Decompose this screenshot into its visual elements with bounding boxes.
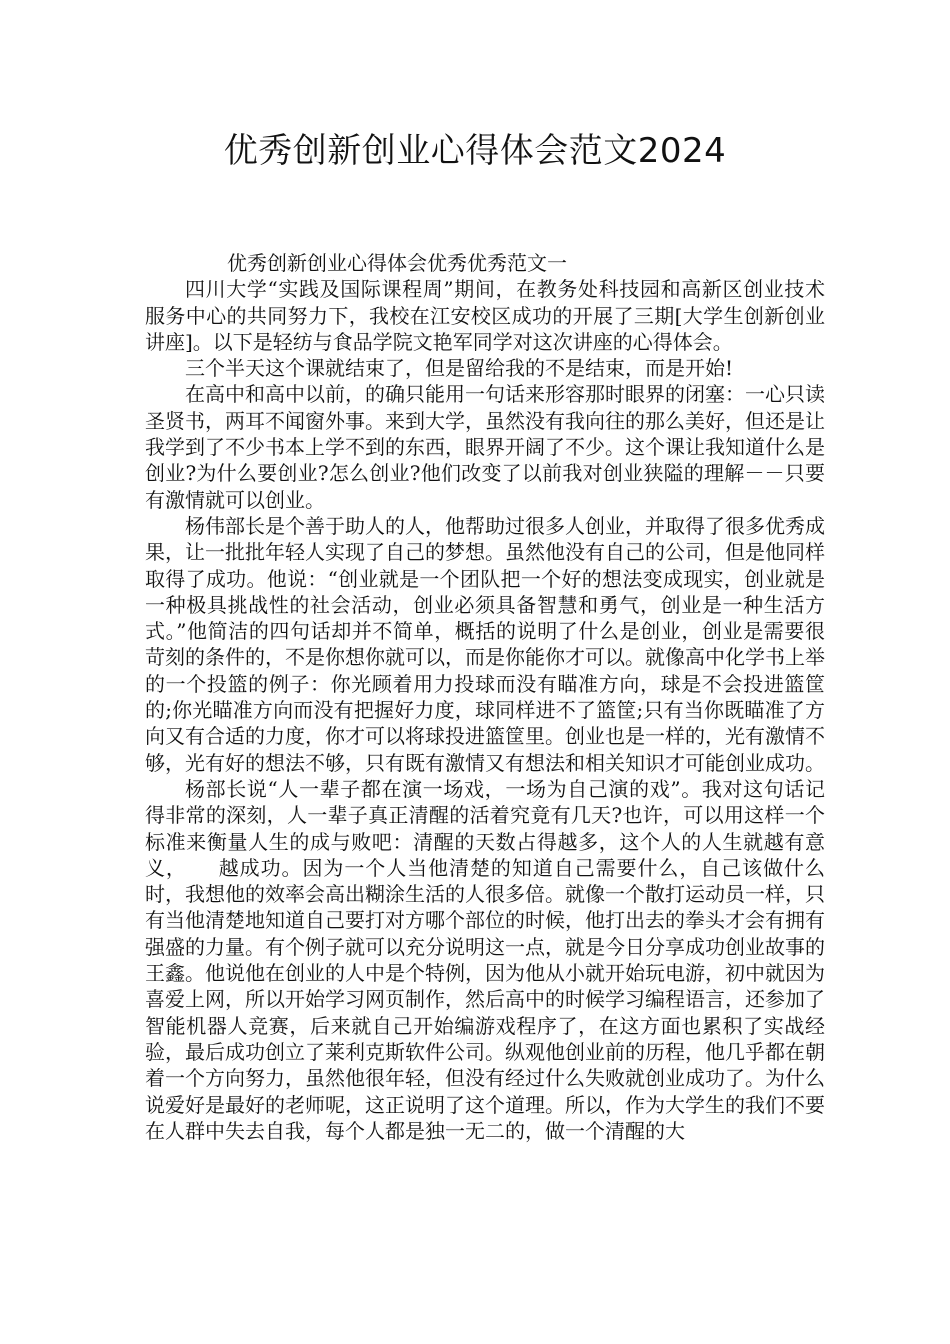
section-subtitle: 优秀创新创业心得体会优秀优秀范文一 bbox=[227, 251, 567, 275]
paragraph-intro: 四川大学“实践及国际课程周”期间，在教务处科技园和高新区创业技术服务中心的共同努力下，我校在江安校区成功的开展了三期[大学生创新创业讲座]。以下是轻纺与食品学院文艳军同学对这次讲座的心得体会。 bbox=[145, 277, 825, 354]
document-body bbox=[145, 250, 825, 1144]
document-title: 优秀创新创业心得体会范文2024 bbox=[223, 131, 727, 171]
paragraph-life-drama: 杨部长说“人一辈子都在演一场戏，一场为自己演的戏”。我对这句话记得非常的深刻，人一辈子真正清醒的活着究竟有几天?也许，可以用这样一个标准来衡量人生的成与败吧：清醒的天数占得越多，这个人的人生就越有意义， 越成功。因为一个人当他清楚的知道自己需要什么，自己该做什么时，我想他的效率会高出糊涂生活的人很多倍。就像一个散打运动员一样，只有当他清楚地知道自己要打对方哪个部位的时候，他打出去的拳头才会有拥有强盛的力量。有个例子就可以充分说明这一点，就是今日分享成功创业故事的王鑫。他说他在创业的人中是个特例，因为他从小就开始玩电游，初中就因为喜爱上网，所以开始学习网页制作，然后高中的时候学习编程语言，还参加了智能机器人竞赛，后来就自己开始编游戏程序了，在这方面也累积了实战经验，最后成功创立了莱利克斯软件公司。纵观他创业前的历程，他几乎都在朝着一个方向努力，虽然他很年轻，但没有经过什么失败就创业成功了。为什么说爱好是最好的老师呢，这正说明了这个道理。所以，作为大学生的我们不要在人群中失去自我，每个人都是独一无二的，做一个清醒的大 bbox=[145, 776, 825, 1143]
paragraph-beginning: 三个半天这个课就结束了，但是留给我的不是结束，而是开始! bbox=[185, 356, 734, 381]
paragraph-yang-wei: 杨伟部长是个善于助人的人，他帮助过很多人创业，并取得了很多优秀成果，让一批批年轻人实现了自己的梦想。虽然他没有自己的公司，但是他同样取得了成功。他说：“创业就是一个团队把一个好的想法变成现实，创业就是一种极具挑战性的社会活动，创业必须具备智慧和勇气，创业是一种生活方式。”他简洁的四句话却并不简单，概括的说明了什么是创业，创业是需要很苛刻的条件的，不是你想你就可以，而是你能你才可以。就像高中化学书上举的一个投篮的例子：你光顾着用力投球而没有瞄准方向，球是不会投进篮筐的;你光瞄准方向而没有把握好力度，球同样进不了篮筐;只有当你既瞄准了方向又有合适的力度，你才可以将球投进篮筐里。创业也是一样的，光有激情不够，光有好的想法不够，只有既有激情又有想法和相关知识才可能创业成功。 bbox=[145, 513, 825, 775]
paragraph-high-school: 在高中和高中以前，的确只能用一句话来形容那时眼界的闭塞：一心只读圣贤书，两耳不闻窗外事。来到大学，虽然没有我向往的那么美好，但还是让我学到了不少书本上学不到的东西，眼界开阔了不少。这个课让我知道什么是创业?为什么要创业?怎么创业?他们改变了以前我对创业狭隘的理解－－只要有激情就可以创业。 bbox=[145, 382, 825, 512]
